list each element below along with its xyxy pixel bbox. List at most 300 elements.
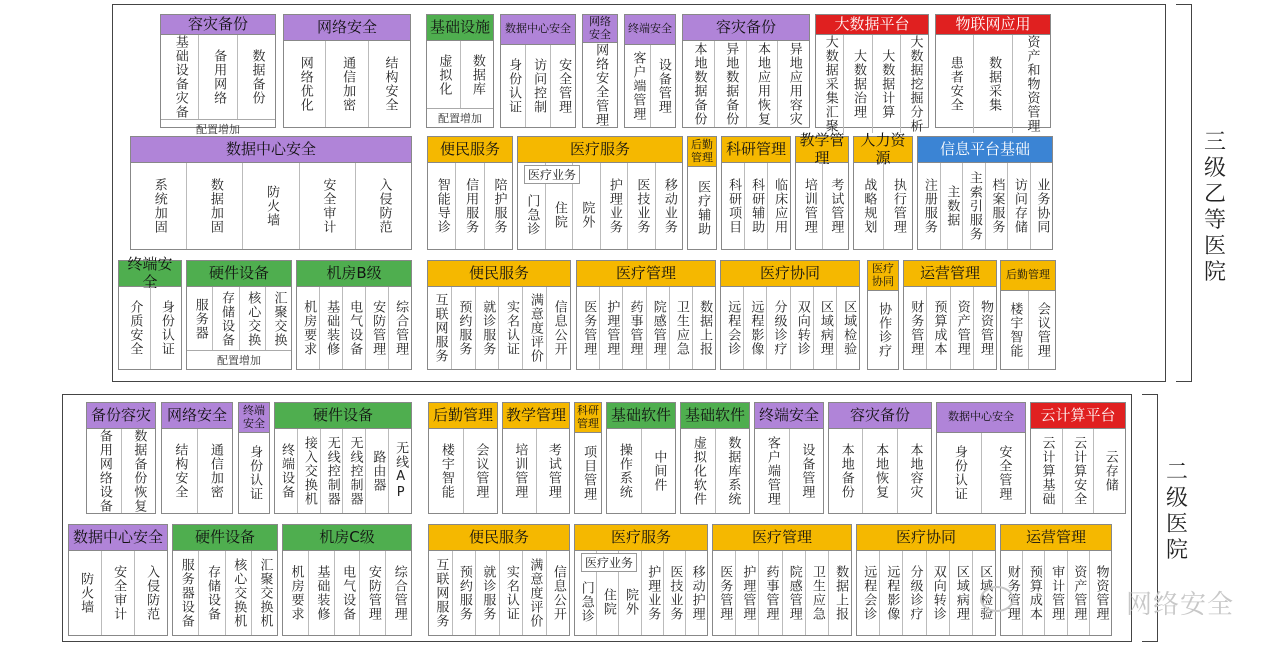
watermark: 网络安全 bbox=[1125, 590, 1234, 620]
module-title: 网络安全 bbox=[583, 15, 617, 43]
module-item-label: 数据上报 bbox=[833, 565, 849, 621]
module-item-label: 财务管理 bbox=[1004, 565, 1020, 621]
module-m25 bbox=[903, 260, 997, 370]
module-item bbox=[790, 429, 824, 513]
module-title: 便民服务 bbox=[428, 261, 570, 287]
module-title: 网络安全 bbox=[284, 15, 410, 41]
module-item bbox=[927, 551, 950, 635]
module-body bbox=[161, 35, 275, 119]
module-item-label: 路由器 bbox=[370, 450, 386, 492]
module-m20 bbox=[296, 260, 412, 370]
module-item-label: 分级诊疗 bbox=[907, 565, 923, 621]
module-body bbox=[854, 163, 912, 249]
module-item bbox=[283, 551, 309, 635]
module-item bbox=[243, 163, 299, 249]
module-n20 bbox=[856, 524, 996, 636]
module-item-label: 执行管理 bbox=[890, 178, 906, 234]
module-n16 bbox=[282, 524, 412, 636]
module-item-label: 医技业务 bbox=[634, 178, 650, 234]
module-item-label: 信息公开 bbox=[550, 565, 566, 621]
module-n7 bbox=[574, 402, 602, 514]
sub-heading: 医疗业务 bbox=[581, 553, 637, 572]
module-m15 bbox=[795, 131, 849, 250]
module-title: 医疗协同 bbox=[721, 261, 859, 287]
module-item bbox=[716, 429, 750, 513]
module-title: 终端安全 bbox=[625, 15, 675, 45]
module-item bbox=[722, 163, 745, 249]
module-item-label: 介质安全 bbox=[127, 300, 143, 356]
module-item-label: 护理业务 bbox=[645, 565, 661, 621]
module-body bbox=[722, 163, 790, 249]
module-title: 医疗服务 bbox=[518, 137, 682, 163]
module-item bbox=[844, 35, 872, 133]
module-item-label: 培训管理 bbox=[512, 443, 528, 499]
module-item-label: 资产管理 bbox=[1071, 565, 1087, 621]
module-m19 bbox=[186, 260, 292, 370]
module-item bbox=[87, 429, 122, 513]
module-item-label: 无线控制器 bbox=[347, 436, 363, 506]
module-m1 bbox=[160, 14, 276, 137]
module-item bbox=[122, 429, 156, 513]
module-item bbox=[768, 163, 790, 249]
module-item bbox=[863, 429, 897, 513]
module-item-label: 远程影像 bbox=[748, 300, 764, 356]
module-item bbox=[500, 551, 524, 635]
module-item bbox=[360, 551, 386, 635]
module-body bbox=[518, 163, 682, 249]
module-item-label: 电气设备 bbox=[347, 300, 363, 356]
module-item-label: 满意度评价 bbox=[527, 558, 543, 628]
module-body bbox=[857, 551, 995, 635]
module-body bbox=[625, 45, 675, 127]
module-item bbox=[309, 551, 335, 635]
module-item bbox=[670, 287, 693, 369]
module-item-label: 安防管理 bbox=[370, 300, 386, 356]
module-item bbox=[647, 287, 670, 369]
module-item bbox=[1045, 551, 1067, 635]
module-item bbox=[1008, 163, 1031, 249]
module-item-label: 设备管理 bbox=[655, 58, 671, 114]
module-body bbox=[429, 429, 497, 513]
module-item bbox=[936, 35, 974, 133]
module-item bbox=[429, 551, 453, 635]
module-item bbox=[683, 41, 715, 127]
module-body bbox=[162, 429, 232, 513]
module-item bbox=[476, 551, 500, 635]
module-item bbox=[523, 287, 547, 369]
module-item bbox=[601, 163, 629, 249]
module-item-label: 操作系统 bbox=[616, 443, 632, 499]
module-item bbox=[937, 433, 982, 513]
module-item-label: 基础设备灾备 bbox=[172, 35, 188, 120]
module-item-label: 住院 bbox=[600, 588, 616, 616]
module-n13 bbox=[1030, 402, 1126, 514]
module-item bbox=[1001, 291, 1029, 369]
module-title: 基础软件 bbox=[681, 403, 749, 429]
module-item-label: 预算成本 bbox=[1026, 565, 1042, 621]
module-item bbox=[1031, 429, 1063, 513]
module-item bbox=[343, 429, 366, 513]
module-item-label: 结构安全 bbox=[382, 56, 398, 112]
module-n2 bbox=[161, 402, 233, 514]
module-item bbox=[366, 287, 389, 369]
module-item bbox=[974, 287, 996, 369]
section-label-text: 三 级 乙 等 医 院 bbox=[1203, 130, 1226, 285]
module-n6 bbox=[502, 402, 570, 514]
module-item-label: 入侵防范 bbox=[144, 565, 160, 621]
module-item bbox=[428, 163, 456, 249]
module-item bbox=[918, 163, 941, 249]
module-title: 教学管理 bbox=[503, 403, 569, 429]
module-item bbox=[736, 551, 759, 635]
module-item bbox=[903, 551, 926, 635]
module-body bbox=[904, 287, 996, 369]
module-item bbox=[161, 35, 199, 119]
module-item bbox=[452, 287, 476, 369]
module-m22 bbox=[576, 260, 716, 370]
module-item-label: 培训管理 bbox=[801, 178, 817, 234]
module-body bbox=[283, 551, 411, 635]
module-title: 大数据平台 bbox=[816, 15, 928, 35]
module-item-label: 访问存储 bbox=[1011, 178, 1027, 234]
module-item-label: 项目管理 bbox=[581, 445, 597, 501]
module-item-label: 临床应用 bbox=[772, 178, 788, 234]
module-item bbox=[551, 45, 575, 127]
module-item-label: 电气设备 bbox=[340, 565, 356, 621]
module-item-label: 财务管理 bbox=[908, 300, 924, 356]
module-item-label: 医疗辅助 bbox=[695, 180, 711, 236]
module-item-label: 网络安全管理 bbox=[593, 43, 609, 128]
module-body bbox=[918, 163, 1052, 249]
module-item bbox=[823, 163, 849, 249]
module-item-label: 设备管理 bbox=[799, 443, 815, 499]
module-item-label: 数据上报 bbox=[697, 300, 713, 356]
module-item bbox=[386, 551, 411, 635]
module-item bbox=[600, 287, 623, 369]
module-item bbox=[686, 551, 707, 635]
module-item bbox=[1094, 429, 1125, 513]
module-item-label: 接入交换机 bbox=[301, 436, 317, 506]
module-item bbox=[266, 287, 291, 350]
module-item-label: 数据库系统 bbox=[725, 436, 741, 506]
module-item bbox=[623, 287, 646, 369]
module-item-label: 区域病理 bbox=[817, 300, 833, 356]
module-item-label: 就诊服务 bbox=[480, 300, 496, 356]
module-n10 bbox=[754, 402, 824, 514]
module-item-label: 本地数据备份 bbox=[691, 42, 707, 126]
module-item-label: 终端设备 bbox=[279, 443, 295, 499]
module-item bbox=[199, 35, 237, 119]
module-title: 硬件设备 bbox=[187, 261, 291, 287]
module-item-label: 网络优化 bbox=[297, 56, 313, 112]
module-item bbox=[369, 41, 410, 127]
module-item bbox=[389, 429, 411, 513]
module-item-label: 大数据挖掘分析 bbox=[907, 35, 923, 134]
module-caption: 配置增加 bbox=[427, 108, 493, 127]
module-item bbox=[239, 433, 269, 513]
module-item bbox=[187, 163, 243, 249]
module-item bbox=[320, 287, 343, 369]
module-item bbox=[199, 551, 225, 635]
module-item-label: 满意度评价 bbox=[527, 293, 543, 363]
module-item-label: 本地备份 bbox=[838, 443, 854, 499]
module-item-label: 院外 bbox=[623, 588, 639, 616]
module-item-label: 会议管理 bbox=[1034, 302, 1050, 358]
module-item bbox=[162, 429, 198, 513]
module-item-label: 院感管理 bbox=[786, 565, 802, 621]
module-title: 容灾备份 bbox=[683, 15, 809, 41]
module-m26 bbox=[1000, 260, 1056, 370]
module-item-label: 无线AP bbox=[393, 441, 409, 501]
module-body bbox=[427, 41, 493, 108]
module-item-label: 远程会诊 bbox=[725, 300, 741, 356]
module-item-label: 机房要求 bbox=[301, 300, 317, 356]
module-item-label: 双向转诊 bbox=[930, 565, 946, 621]
module-item-label: 楼宇智能 bbox=[1007, 302, 1023, 358]
module-item-label: 基础装修 bbox=[324, 300, 340, 356]
module-title: 云计算平台 bbox=[1031, 403, 1125, 429]
module-item-label: 通信加密 bbox=[340, 56, 356, 112]
module-body bbox=[796, 163, 848, 249]
module-item-label: 陪护服务 bbox=[491, 178, 507, 234]
module-body bbox=[936, 35, 1050, 133]
module-title: 容灾备份 bbox=[161, 15, 275, 35]
module-item bbox=[880, 551, 903, 635]
module-item-label: 院感管理 bbox=[650, 300, 666, 356]
module-m11 bbox=[427, 136, 513, 250]
module-item bbox=[816, 35, 844, 133]
module-item bbox=[854, 163, 884, 249]
module-item-label: 本地应用恢复 bbox=[755, 42, 770, 126]
module-item bbox=[198, 429, 233, 513]
module-body bbox=[937, 433, 1025, 513]
module-item-label: 数据采集 bbox=[986, 56, 1002, 113]
module-item bbox=[1090, 551, 1111, 635]
module-m6 bbox=[624, 14, 676, 128]
module-title: 终端安全 bbox=[239, 403, 269, 433]
module-item bbox=[321, 429, 344, 513]
module-title: 便民服务 bbox=[428, 137, 512, 163]
module-m5 bbox=[582, 14, 618, 128]
module-m23 bbox=[720, 260, 860, 370]
module-item-label: 数据库 bbox=[469, 53, 485, 96]
module-item-label: 预约服务 bbox=[456, 300, 472, 356]
module-item bbox=[575, 433, 601, 513]
module-m14 bbox=[721, 136, 791, 250]
module-body bbox=[868, 291, 898, 369]
module-body bbox=[1001, 291, 1055, 369]
module-title: 医疗管理 bbox=[713, 525, 851, 551]
sub-heading: 医疗业务 bbox=[524, 165, 580, 184]
module-item bbox=[873, 35, 901, 133]
module-body bbox=[239, 433, 269, 513]
module-body bbox=[429, 551, 569, 635]
module-item-label: 就诊服务 bbox=[480, 565, 496, 621]
module-item-label: 客户端管理 bbox=[630, 51, 646, 121]
module-item-label: 云计算基础 bbox=[1039, 436, 1055, 506]
module-item bbox=[857, 551, 880, 635]
module-item bbox=[829, 429, 863, 513]
module-item-label: 防火墙 bbox=[264, 185, 280, 227]
module-m7 bbox=[682, 14, 810, 128]
module-item bbox=[642, 429, 676, 513]
module-item-label: 本地容灾 bbox=[907, 443, 923, 499]
module-body bbox=[607, 429, 675, 513]
module-item bbox=[721, 287, 744, 369]
module-body bbox=[428, 163, 512, 249]
module-item-label: 物资管理 bbox=[978, 300, 993, 356]
module-item bbox=[963, 163, 986, 249]
module-item-label: 区域检验 bbox=[977, 565, 993, 621]
module-item-label: 卫生应急 bbox=[673, 300, 689, 356]
module-body bbox=[501, 45, 575, 127]
level2-label bbox=[1162, 460, 1192, 564]
module-title: 终端安全 bbox=[119, 261, 181, 287]
module-item-label: 远程影像 bbox=[884, 565, 900, 621]
module-item-label: 药事管理 bbox=[627, 300, 643, 356]
module-n9 bbox=[680, 402, 750, 514]
module-body bbox=[575, 551, 707, 635]
module-title: 数据中心安全 bbox=[501, 15, 575, 45]
module-item-label: 数据备份 bbox=[249, 49, 265, 106]
module-m2 bbox=[283, 14, 411, 128]
module-item bbox=[642, 551, 664, 635]
module-item-label: 综合管理 bbox=[391, 565, 407, 621]
module-item bbox=[501, 45, 526, 127]
module-body bbox=[284, 41, 410, 127]
module-title: 备份容灾 bbox=[87, 403, 155, 429]
module-body bbox=[1031, 429, 1125, 513]
module-title: 数据中心安全 bbox=[69, 525, 167, 551]
module-item bbox=[927, 287, 950, 369]
module-body bbox=[131, 163, 411, 249]
module-item bbox=[796, 163, 823, 249]
module-item bbox=[69, 551, 102, 635]
module-m3 bbox=[426, 14, 494, 128]
module-item bbox=[693, 287, 715, 369]
module-item-label: 身份认证 bbox=[158, 300, 174, 356]
module-item bbox=[982, 433, 1026, 513]
module-item-label: 会议管理 bbox=[473, 443, 489, 499]
module-title: 信息平台基础 bbox=[918, 137, 1052, 163]
module-n1 bbox=[86, 402, 156, 514]
module-item-label: 考试管理 bbox=[545, 443, 561, 499]
module-item bbox=[464, 429, 498, 513]
module-m4 bbox=[500, 14, 576, 128]
module-item-label: 科研辅助 bbox=[749, 178, 765, 234]
level3-label bbox=[1200, 130, 1230, 286]
module-item bbox=[625, 45, 651, 127]
module-n21 bbox=[1000, 524, 1112, 636]
module-n17 bbox=[428, 524, 570, 636]
module-title: 数据中心安全 bbox=[131, 137, 411, 163]
module-title: 数据中心安全 bbox=[937, 403, 1025, 433]
module-item bbox=[1031, 163, 1053, 249]
module-item bbox=[547, 287, 570, 369]
module-item-label: 安全管理 bbox=[556, 58, 572, 114]
module-item-label: 患者安全 bbox=[947, 56, 963, 113]
module-item bbox=[298, 429, 321, 513]
module-item bbox=[745, 163, 768, 249]
module-item-label: 大数据计算 bbox=[879, 49, 895, 120]
module-item-label: 安防管理 bbox=[365, 565, 381, 621]
module-body bbox=[1001, 551, 1111, 635]
module-item-label: 物资管理 bbox=[1093, 565, 1109, 621]
module-item bbox=[577, 287, 600, 369]
module-title: 医疗服务 bbox=[575, 525, 707, 551]
module-item bbox=[744, 287, 767, 369]
module-item bbox=[238, 35, 275, 119]
module-item-label: 互联网服务 bbox=[433, 558, 449, 628]
module-item bbox=[453, 551, 477, 635]
module-title: 容灾备份 bbox=[829, 403, 931, 429]
module-item bbox=[427, 41, 461, 108]
module-title: 基础软件 bbox=[607, 403, 675, 429]
module-title: 医疗协同 bbox=[868, 261, 898, 291]
module-item-label: 楼宇智能 bbox=[438, 443, 454, 499]
module-item bbox=[837, 287, 859, 369]
module-item bbox=[814, 287, 837, 369]
module-title: 医疗管理 bbox=[577, 261, 715, 287]
module-n3 bbox=[238, 402, 270, 514]
module-title: 运营管理 bbox=[1001, 525, 1111, 551]
module-item bbox=[715, 41, 747, 127]
module-item bbox=[300, 163, 356, 249]
module-caption: 配置增加 bbox=[187, 350, 291, 369]
module-item-label: 本地恢复 bbox=[873, 443, 889, 499]
module-body bbox=[187, 287, 291, 350]
module-n4 bbox=[274, 402, 412, 514]
module-item-label: 业务协同 bbox=[1034, 178, 1050, 234]
module-title: 物联网应用 bbox=[936, 15, 1050, 35]
module-item-label: 医务管理 bbox=[717, 565, 733, 621]
module-item bbox=[681, 429, 716, 513]
module-item bbox=[884, 163, 913, 249]
module-item-label: 护理业务 bbox=[606, 178, 622, 234]
module-body bbox=[69, 551, 167, 635]
module-item bbox=[713, 551, 736, 635]
module-item bbox=[187, 287, 213, 350]
module-item-label: 安全审计 bbox=[111, 565, 127, 621]
module-body bbox=[119, 287, 181, 369]
module-item-label: 分级诊疗 bbox=[771, 300, 787, 356]
module-item-label: 入侵防范 bbox=[376, 178, 392, 234]
module-title: 后勤管理 bbox=[1001, 261, 1055, 291]
module-body bbox=[575, 433, 601, 513]
module-m21 bbox=[427, 260, 571, 370]
module-item bbox=[499, 287, 523, 369]
module-item bbox=[240, 287, 266, 350]
module-item bbox=[1068, 551, 1090, 635]
module-item-label: 异地数据备份 bbox=[723, 42, 739, 126]
module-title: 科研管理 bbox=[722, 137, 790, 163]
module-item bbox=[275, 429, 298, 513]
module-item bbox=[974, 35, 1012, 133]
module-item bbox=[456, 163, 484, 249]
module-item-label: 大数据治理 bbox=[851, 49, 866, 120]
module-item bbox=[523, 551, 547, 635]
module-item-label: 身份认证 bbox=[506, 58, 522, 114]
module-item bbox=[651, 45, 676, 127]
module-n14 bbox=[68, 524, 168, 636]
module-item-label: 药事管理 bbox=[763, 565, 779, 621]
module-title: 后勤管理 bbox=[688, 137, 716, 167]
module-item bbox=[583, 43, 617, 127]
module-item-label: 医务管理 bbox=[581, 300, 597, 356]
module-n12 bbox=[936, 402, 1026, 514]
module-item-label: 护理管理 bbox=[604, 300, 620, 356]
module-item-label: 档案服务 bbox=[989, 178, 1005, 234]
